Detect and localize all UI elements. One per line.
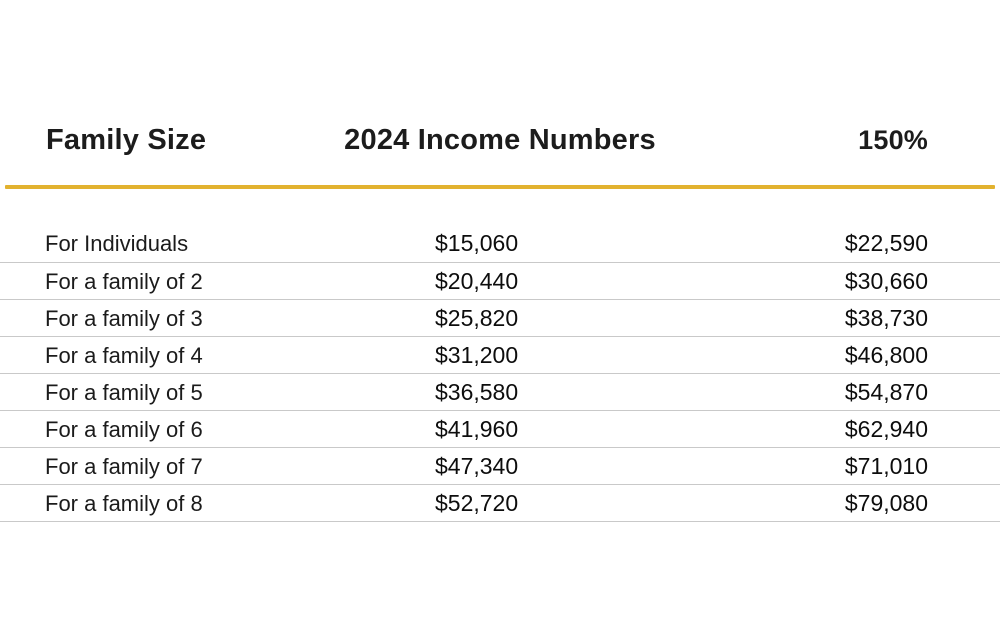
table-row [0, 448, 1000, 485]
table-row [0, 263, 1000, 300]
income-value: $52,720 [435, 489, 519, 516]
table-row [0, 300, 1000, 337]
income-value: $31,200 [435, 341, 519, 368]
pct150-value: $30,660 [844, 267, 928, 294]
pct150-value: $38,730 [844, 304, 928, 331]
pct150-value: $54,870 [844, 378, 928, 405]
income-value: $20,440 [435, 267, 519, 294]
pct150-value: $46,800 [844, 341, 928, 368]
income-value: $25,820 [435, 304, 519, 331]
table-row [0, 485, 1000, 522]
row-label: For a family of 2 [45, 268, 203, 294]
row-label: For a family of 4 [45, 342, 203, 368]
table-row [0, 374, 1000, 411]
header-income-numbers: 2024 Income Numbers [344, 123, 656, 156]
pct150-value: $62,940 [844, 415, 928, 442]
pct150-value: $22,590 [844, 229, 928, 256]
top-spacer [0, 0, 1000, 103]
row-label: For a family of 3 [45, 305, 203, 331]
row-label: For a family of 5 [45, 379, 203, 405]
row-label: For a family of 7 [45, 453, 203, 479]
table-row [0, 337, 1000, 374]
header-family-size: Family Size [46, 123, 207, 156]
row-label: For a family of 6 [45, 416, 203, 442]
header-150-percent: 150% [858, 124, 928, 155]
income-value: $36,580 [435, 378, 519, 405]
table-row [0, 189, 1000, 263]
table-row [0, 411, 1000, 448]
income-value: $47,340 [435, 452, 519, 479]
row-label: For a family of 8 [45, 490, 203, 516]
row-label: For Individuals [45, 230, 189, 256]
pct150-value: $71,010 [844, 452, 928, 479]
table-header-row [0, 103, 1000, 177]
pct150-value: $79,080 [844, 489, 928, 516]
income-value: $15,060 [435, 229, 519, 256]
income-value: $41,960 [435, 415, 519, 442]
